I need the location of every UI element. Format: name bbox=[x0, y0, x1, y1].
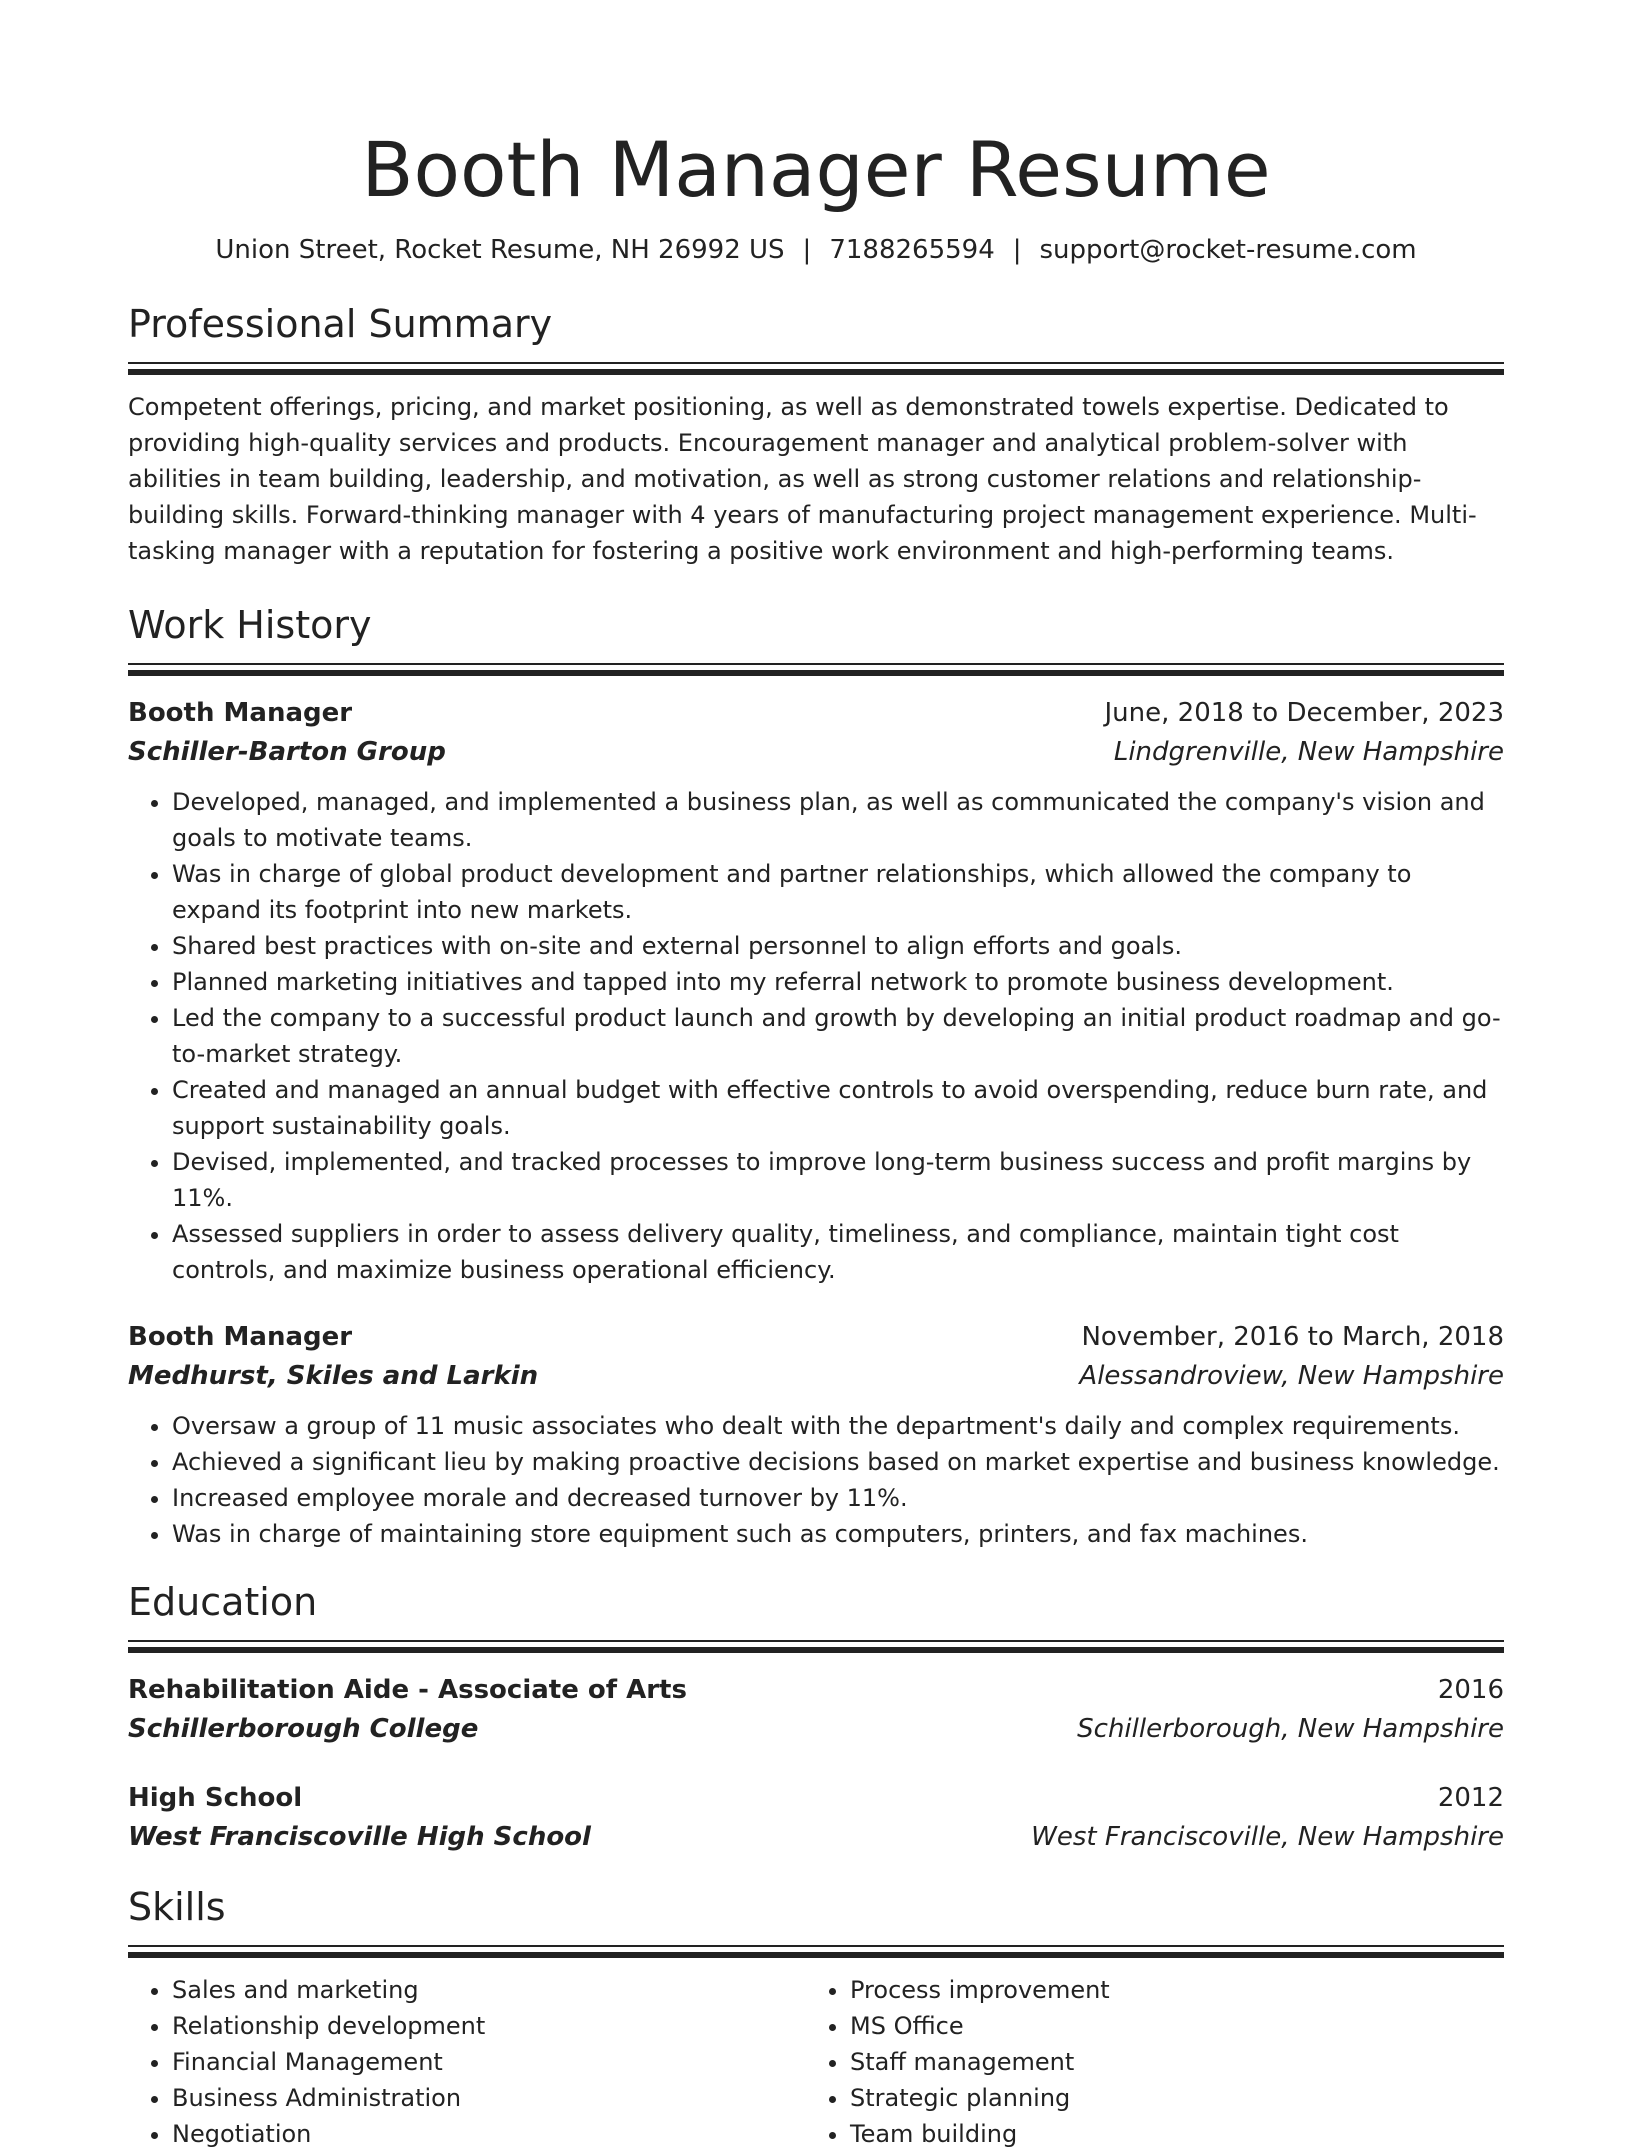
education-location: West Franciscoville, New Hampshire bbox=[1031, 1822, 1504, 1852]
job-bullet: • Was in charge of global product development and partner relationships, which allowed the company to expand its footprint into new markets. bbox=[172, 856, 1504, 928]
job-bullet: • Assessed suppliers in order to assess delivery quality, timeliness, and compliance, maintain tight cost controls, and maximize business operational efficiency. bbox=[172, 1216, 1504, 1288]
job-location: Lindgrenville, New Hampshire bbox=[1113, 737, 1504, 767]
job-bullets bbox=[128, 1408, 1504, 1552]
job-header bbox=[128, 694, 1504, 732]
job-bullet: • Developed, managed, and implemented a business plan, as well as communicated the company's vision and goals to motivate teams. bbox=[172, 784, 1504, 856]
job-dates: November, 2016 to March, 2018 bbox=[1081, 1322, 1504, 1352]
job-header bbox=[128, 1318, 1504, 1356]
job-company: Medhurst, Skiles and Larkin bbox=[128, 1361, 539, 1391]
contact-address: Union Street, Rocket Resume, NH 26992 US bbox=[215, 235, 785, 265]
job-bullet: • Planned marketing initiatives and tapped into my referral network to promote business development. bbox=[172, 964, 1504, 1000]
section-divider bbox=[128, 1640, 1504, 1642]
job-title: Booth Manager bbox=[128, 1322, 353, 1352]
skill-item: • Staff management bbox=[850, 2044, 1484, 2080]
job-entry bbox=[128, 1318, 1504, 1552]
contact-phone: 7188265594 bbox=[829, 235, 995, 265]
job-subheader bbox=[128, 732, 1504, 772]
skill-item: • Sales and marketing bbox=[172, 1972, 806, 2008]
skill-item: • Relationship development bbox=[172, 2008, 806, 2044]
education-location: Schillerborough, New Hampshire bbox=[1077, 1714, 1504, 1744]
skills-list bbox=[128, 1972, 1504, 2152]
section-heading-education: Education bbox=[128, 1580, 318, 1624]
work-history-section bbox=[128, 601, 1504, 1552]
section-divider bbox=[128, 663, 1504, 665]
education-header bbox=[128, 1671, 1504, 1709]
skill-item: • Financial Management bbox=[172, 2044, 806, 2080]
section-divider-thick bbox=[128, 670, 1504, 676]
job-bullet: • Achieved a significant lieu by making proactive decisions based on market expertise and business knowledge. bbox=[172, 1444, 1504, 1480]
contact-email: support@rocket-resume.com bbox=[1039, 235, 1417, 265]
contact-separator: | bbox=[802, 235, 812, 265]
job-title: Booth Manager bbox=[128, 698, 353, 728]
job-company: Schiller-Barton Group bbox=[128, 737, 446, 767]
skill-item: • Team building bbox=[850, 2116, 1484, 2152]
section-divider-thick bbox=[128, 1647, 1504, 1653]
education-degree: Rehabilitation Aide - Associate of Arts bbox=[128, 1675, 687, 1705]
skill-item: • Process improvement bbox=[850, 1972, 1484, 2008]
summary-text: Competent offerings, pricing, and market positioning, as well as demonstrated towels expertise. Dedicated to providing high-quality services and products. Encouragement manager and analytical problem-solver with abilities in team building, leadership, and motivation, as well as strong customer relations and relationship-building skills. Forward-thinking manager with 4 years of manufacturing project management experience. Multi-tasking manager with a reputation for fostering a positive work environment and high-performing teams. bbox=[128, 393, 1477, 565]
resume-title: Booth Manager Resume bbox=[361, 125, 1271, 214]
skills-column-left bbox=[128, 1972, 806, 2152]
education-section bbox=[128, 1578, 1504, 1857]
skill-item: • Strategic planning bbox=[850, 2080, 1484, 2116]
job-bullet: • Shared best practices with on-site and external personnel to align efforts and goals. bbox=[172, 928, 1504, 964]
summary-section bbox=[128, 300, 1504, 569]
job-bullet: • Was in charge of maintaining store equipment such as computers, printers, and fax machines. bbox=[172, 1516, 1504, 1552]
education-school: Schillerborough College bbox=[128, 1714, 479, 1744]
education-subheader bbox=[128, 1817, 1504, 1857]
education-subheader bbox=[128, 1709, 1504, 1749]
skill-item: • Negotiation bbox=[172, 2116, 806, 2152]
section-heading-skills: Skills bbox=[128, 1885, 226, 1929]
job-bullet: • Oversaw a group of 11 music associates who dealt with the department's daily and complex requirements. bbox=[172, 1408, 1504, 1444]
contact-line bbox=[128, 232, 1504, 268]
resume-page bbox=[128, 0, 1504, 2152]
job-bullet: • Devised, implemented, and tracked processes to improve long-term business success and profit margins by 11%. bbox=[172, 1144, 1504, 1216]
job-bullets bbox=[128, 784, 1504, 1288]
section-divider bbox=[128, 1945, 1504, 1947]
section-divider-thick bbox=[128, 369, 1504, 375]
job-entry bbox=[128, 694, 1504, 1288]
education-year: 2012 bbox=[1437, 1783, 1504, 1813]
education-entry bbox=[128, 1671, 1504, 1749]
section-divider bbox=[128, 362, 1504, 364]
skill-item: • Business Administration bbox=[172, 2080, 806, 2116]
section-divider-thick bbox=[128, 1952, 1504, 1958]
education-header bbox=[128, 1779, 1504, 1817]
contact-separator: | bbox=[1012, 235, 1022, 265]
skills-column-right bbox=[806, 1972, 1484, 2152]
job-subheader bbox=[128, 1356, 1504, 1396]
job-bullet: • Created and managed an annual budget with effective controls to avoid overspending, reduce burn rate, and support sustainability goals. bbox=[172, 1072, 1504, 1144]
job-dates: June, 2018 to December, 2023 bbox=[1104, 698, 1504, 728]
job-bullet: • Increased employee morale and decreased turnover by 11%. bbox=[172, 1480, 1504, 1516]
education-year: 2016 bbox=[1437, 1675, 1504, 1705]
section-heading-work: Work History bbox=[128, 603, 372, 647]
job-bullet: • Led the company to a successful product launch and growth by developing an initial product roadmap and go-to-market strategy. bbox=[172, 1000, 1504, 1072]
section-heading-summary: Professional Summary bbox=[128, 302, 553, 346]
education-entry bbox=[128, 1779, 1504, 1857]
education-school: West Franciscoville High School bbox=[128, 1822, 591, 1852]
job-location: Alessandroview, New Hampshire bbox=[1079, 1361, 1504, 1391]
education-degree: High School bbox=[128, 1783, 303, 1813]
skill-item: • MS Office bbox=[850, 2008, 1484, 2044]
